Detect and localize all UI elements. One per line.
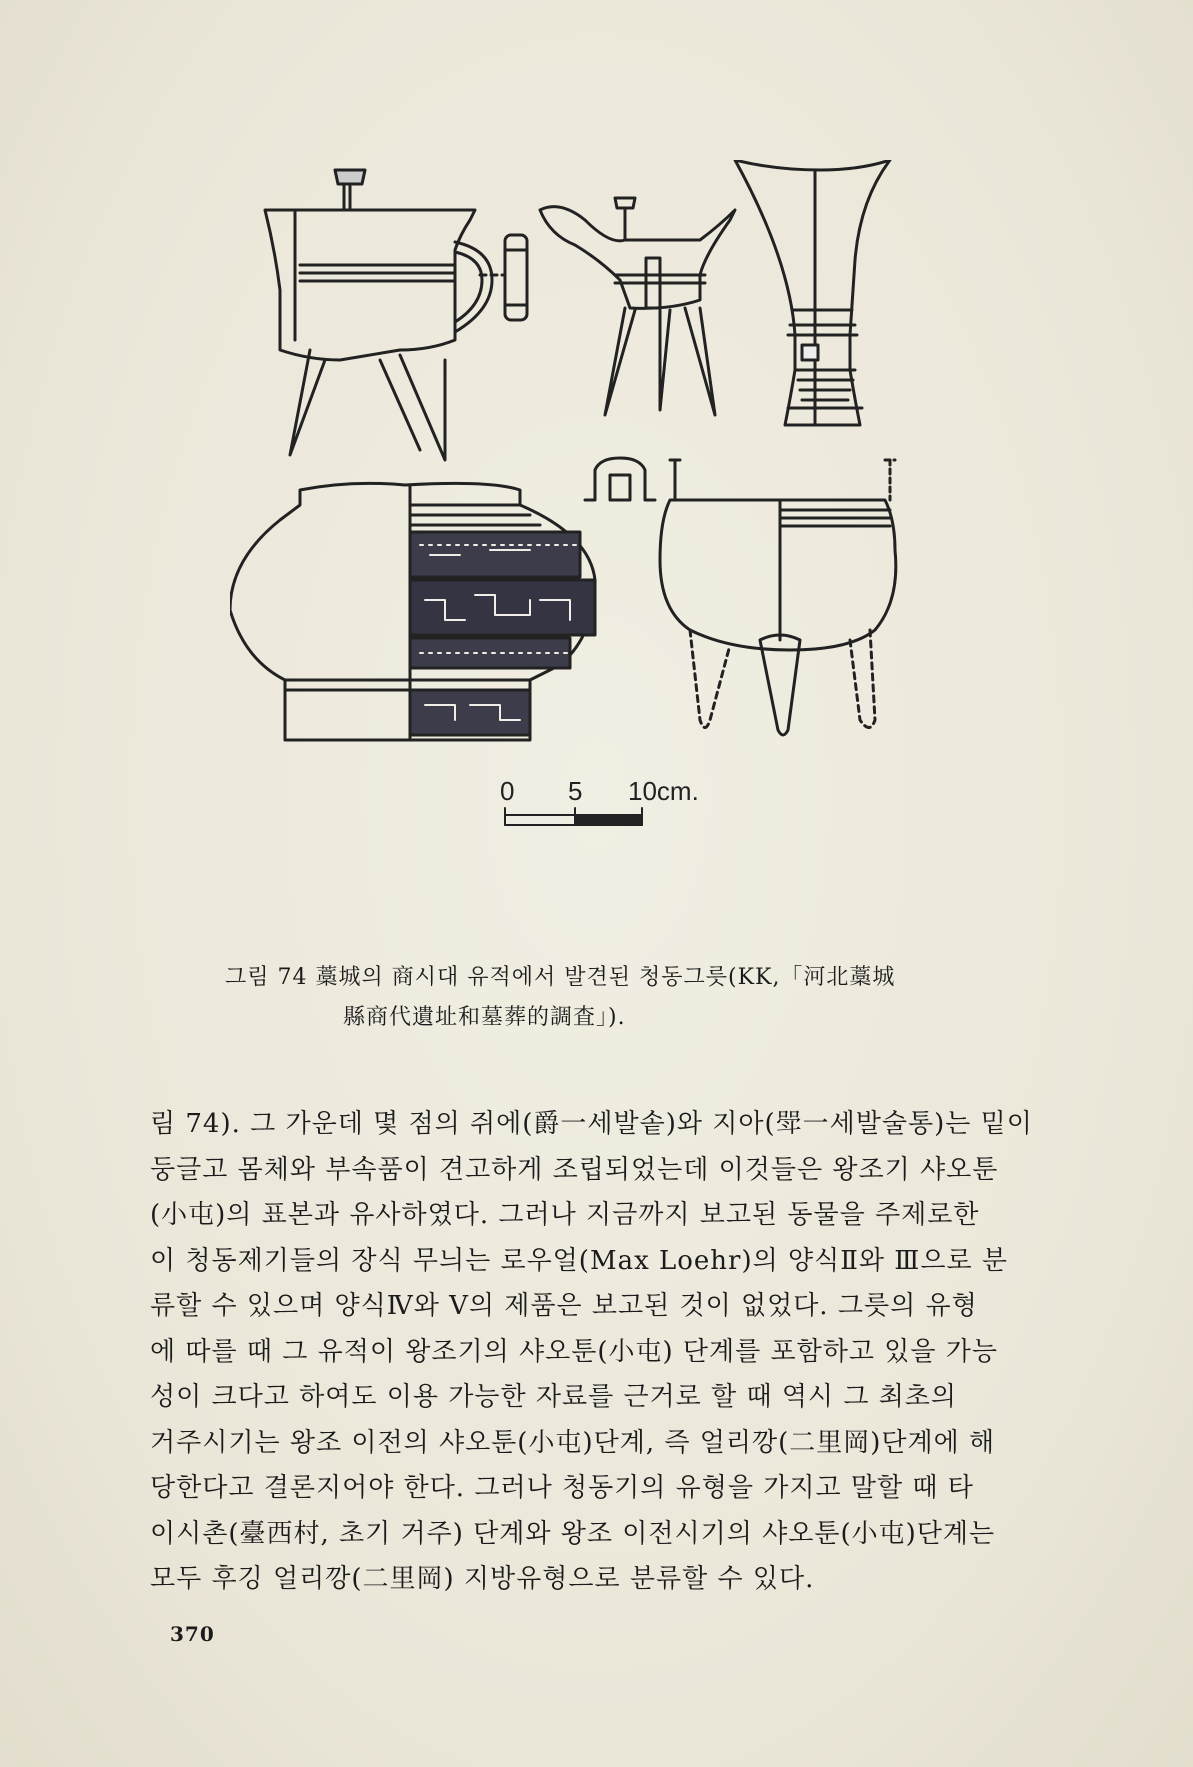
- scale-label-10cm: 10cm.: [628, 776, 699, 806]
- body-line: 이시촌(臺西村, 초기 거주) 단계와 왕조 이전시기의 샤오툰(小屯)단계는: [150, 1518, 996, 1549]
- scale-bar: [505, 808, 642, 825]
- body-line: 모두 후깅 얼리깡(二里岡) 지방유형으로 분류할 수 있다.: [150, 1564, 815, 1594]
- page-number: 370: [170, 1622, 215, 1646]
- caption-line-1: 그림 74 藁城의 商시대 유적에서 발견된 청동그릇(KK,「河北藁城: [225, 965, 896, 990]
- bronze-vessels-figure: [230, 160, 1130, 940]
- body-line: 성이 크다고 하여도 이용 가능한 자료를 근거로 할 때 역시 그 최초의: [150, 1382, 958, 1412]
- ding-vessel-drawing: [585, 458, 896, 735]
- body-line: 림 74). 그 가운데 몇 점의 쥐에(爵一세발솥)와 지아(斝一세발술통)는 밑이: [150, 1109, 1033, 1139]
- body-line: (小屯)의 표본과 유사하였다. 그러나 지금까지 보고된 동물을 주제로한: [150, 1200, 980, 1230]
- body-line: 둥글고 몸체와 부속품이 견고하게 조립되었는데 이것들은 왕조기 샤오툰: [150, 1154, 999, 1185]
- body-line: 거주시기는 왕조 이전의 샤오툰(小屯)단계, 즉 얼리깡(二里岡)단계에 해: [150, 1427, 996, 1458]
- gu-vessel-drawing: [735, 160, 890, 425]
- lei-vessel-drawing: [230, 483, 595, 740]
- caption-line-2: 縣商代遺址和墓葬的調査」).: [343, 1005, 626, 1030]
- body-line: 류할 수 있으며 양식Ⅳ와 Ⅴ의 제품은 보고된 것이 없었다. 그릇의 유형: [150, 1291, 978, 1321]
- jue-vessel-drawing: [540, 198, 735, 415]
- body-line: 에 따를 때 그 유적이 왕조기의 샤오툰(小屯) 단계를 포함하고 있을 가능: [150, 1336, 998, 1367]
- bronze-vessels-drawing: [230, 160, 1130, 940]
- scale-label-0: 0: [500, 776, 515, 806]
- jia-vessel-drawing: [265, 170, 527, 460]
- scale-label-5: 5: [568, 776, 583, 806]
- body-paragraph: [150, 1102, 1100, 1603]
- body-line: 당한다고 결론지어야 한다. 그러나 청동기의 유형을 가지고 말할 때 타: [150, 1473, 974, 1503]
- body-line: 이 청동제기들의 장식 무늬는 로우얼(Max Loehr)의 양식Ⅱ와 Ⅲ으로 분: [150, 1245, 1008, 1276]
- figure-caption: [225, 958, 1085, 1038]
